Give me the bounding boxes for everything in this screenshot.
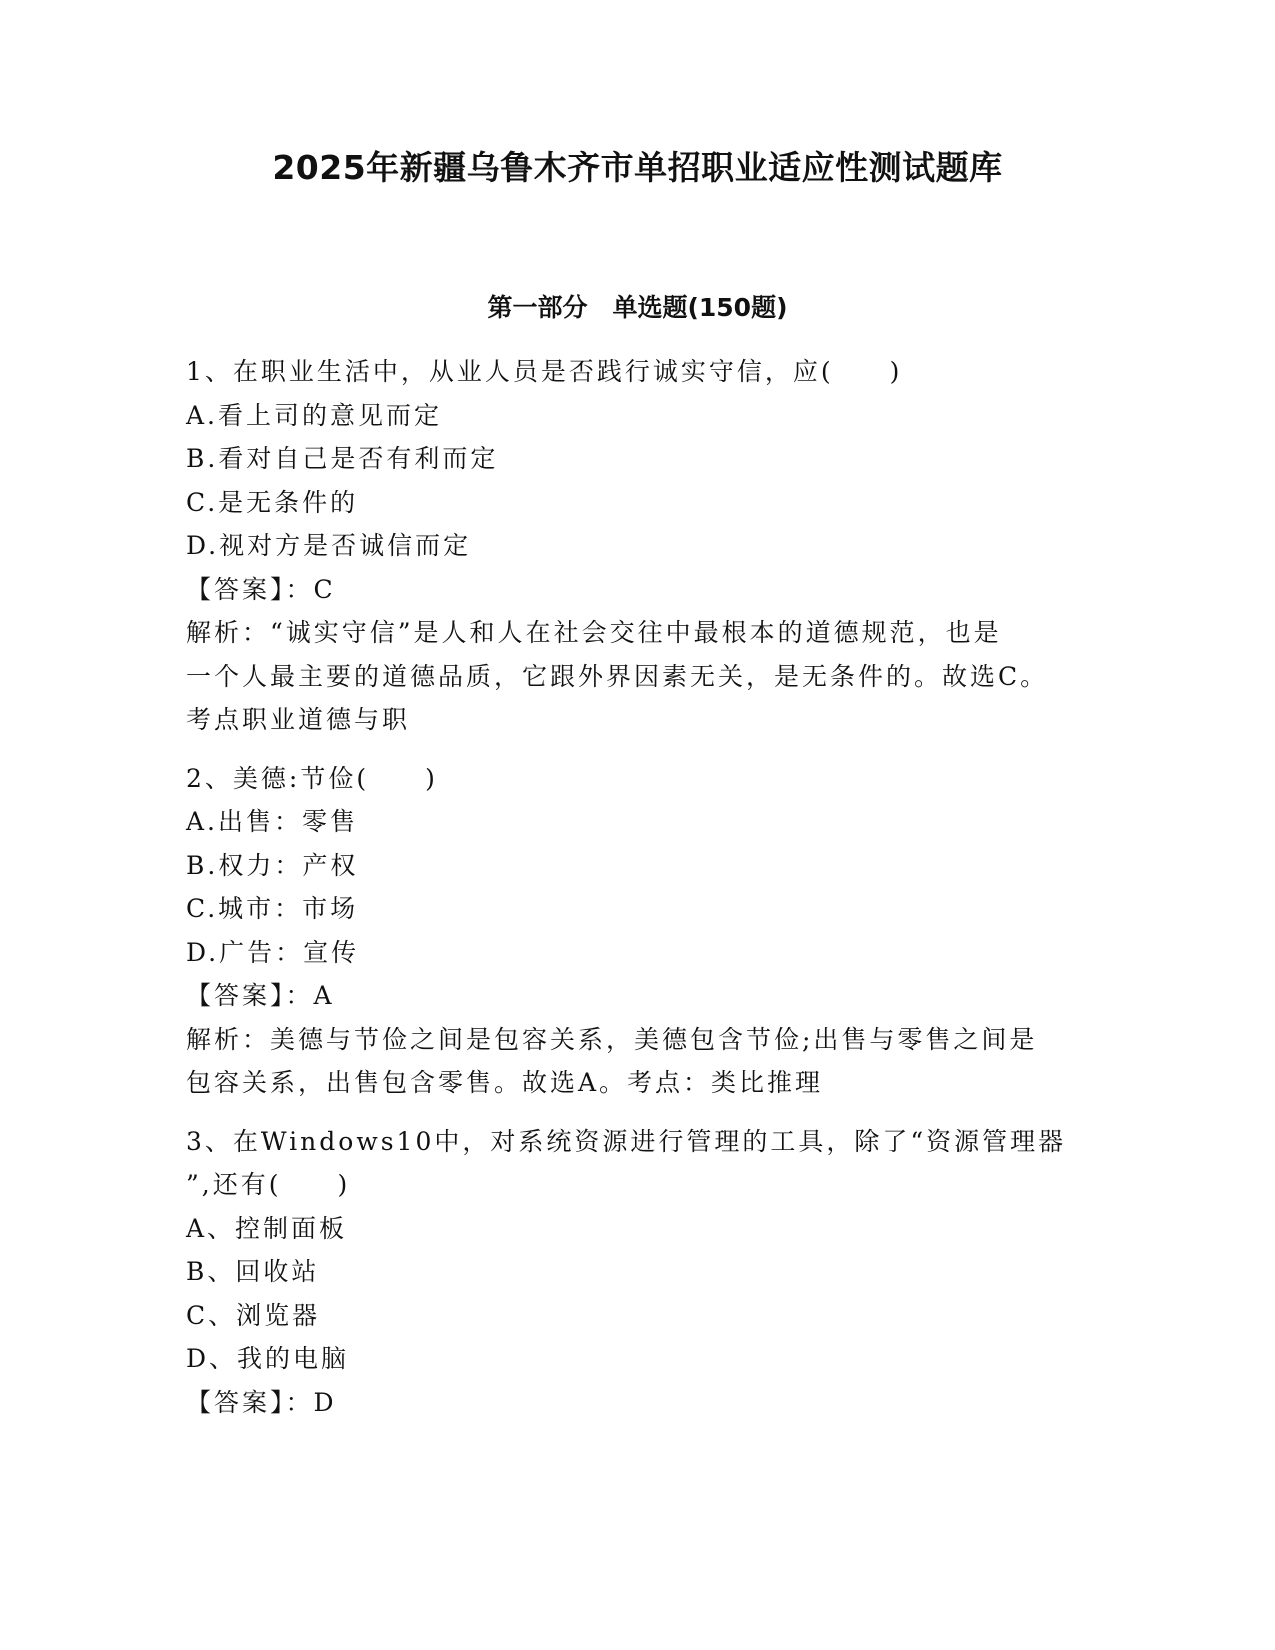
option-a: A、控制面板	[186, 1213, 348, 1243]
document-title: 2025年新疆乌鲁木齐市单招职业适应性测试题库	[272, 148, 1003, 187]
option-c: C.城市：市场	[186, 894, 359, 923]
option-d: D、我的电脑	[186, 1344, 350, 1373]
option-c: C.是无条件的	[186, 487, 359, 517]
question-stem: 3、在Windows10中，对系统资源进行管理的工具，除了“资源管理器	[186, 1126, 1067, 1156]
option-b: B.权力：产权	[186, 850, 359, 880]
analysis-line: 一个人最主要的道德品质，它跟外界因素无关，是无条件的。故选C。	[186, 661, 1049, 691]
question-stem: 2、美德:节俭( )	[186, 763, 438, 793]
analysis-line: 包容关系，出售包含零售。故选A。考点：类比推理	[186, 1068, 824, 1097]
analysis-line: 解析：美德与节俭之间是包容关系，美德包含节俭;出售与零售之间是	[186, 1024, 1038, 1054]
analysis-line: 考点职业道德与职	[186, 705, 411, 734]
question-stem: 1、在职业生活中，从业人员是否践行诚实守信，应( )	[186, 357, 903, 386]
question-stem-continued: ”,还有( )	[186, 1170, 351, 1199]
question-list	[186, 350, 1086, 1439]
option-a: A.看上司的意见而定	[186, 400, 443, 430]
question-3	[186, 1120, 1086, 1425]
answer-line: 【答案】：A	[186, 981, 335, 1010]
option-a: A.出售：零售	[186, 807, 359, 836]
analysis-line: 解析：“诚实守信”是人和人在社会交往中最根本的道德规范，也是	[186, 618, 1002, 647]
option-b: B、回收站	[186, 1257, 320, 1286]
option-d: D.广告：宣传	[186, 937, 360, 967]
option-d: D.视对方是否诚信而定	[186, 531, 472, 560]
question-1	[186, 350, 1086, 742]
question-2	[186, 757, 1086, 1105]
option-b: B.看对自己是否有利而定	[186, 444, 499, 473]
answer-line: 【答案】：C	[186, 574, 336, 604]
section-heading: 第一部分 单选题(150题)	[487, 293, 788, 322]
answer-line: 【答案】：D	[186, 1387, 337, 1417]
option-c: C、浏览器	[186, 1300, 321, 1330]
